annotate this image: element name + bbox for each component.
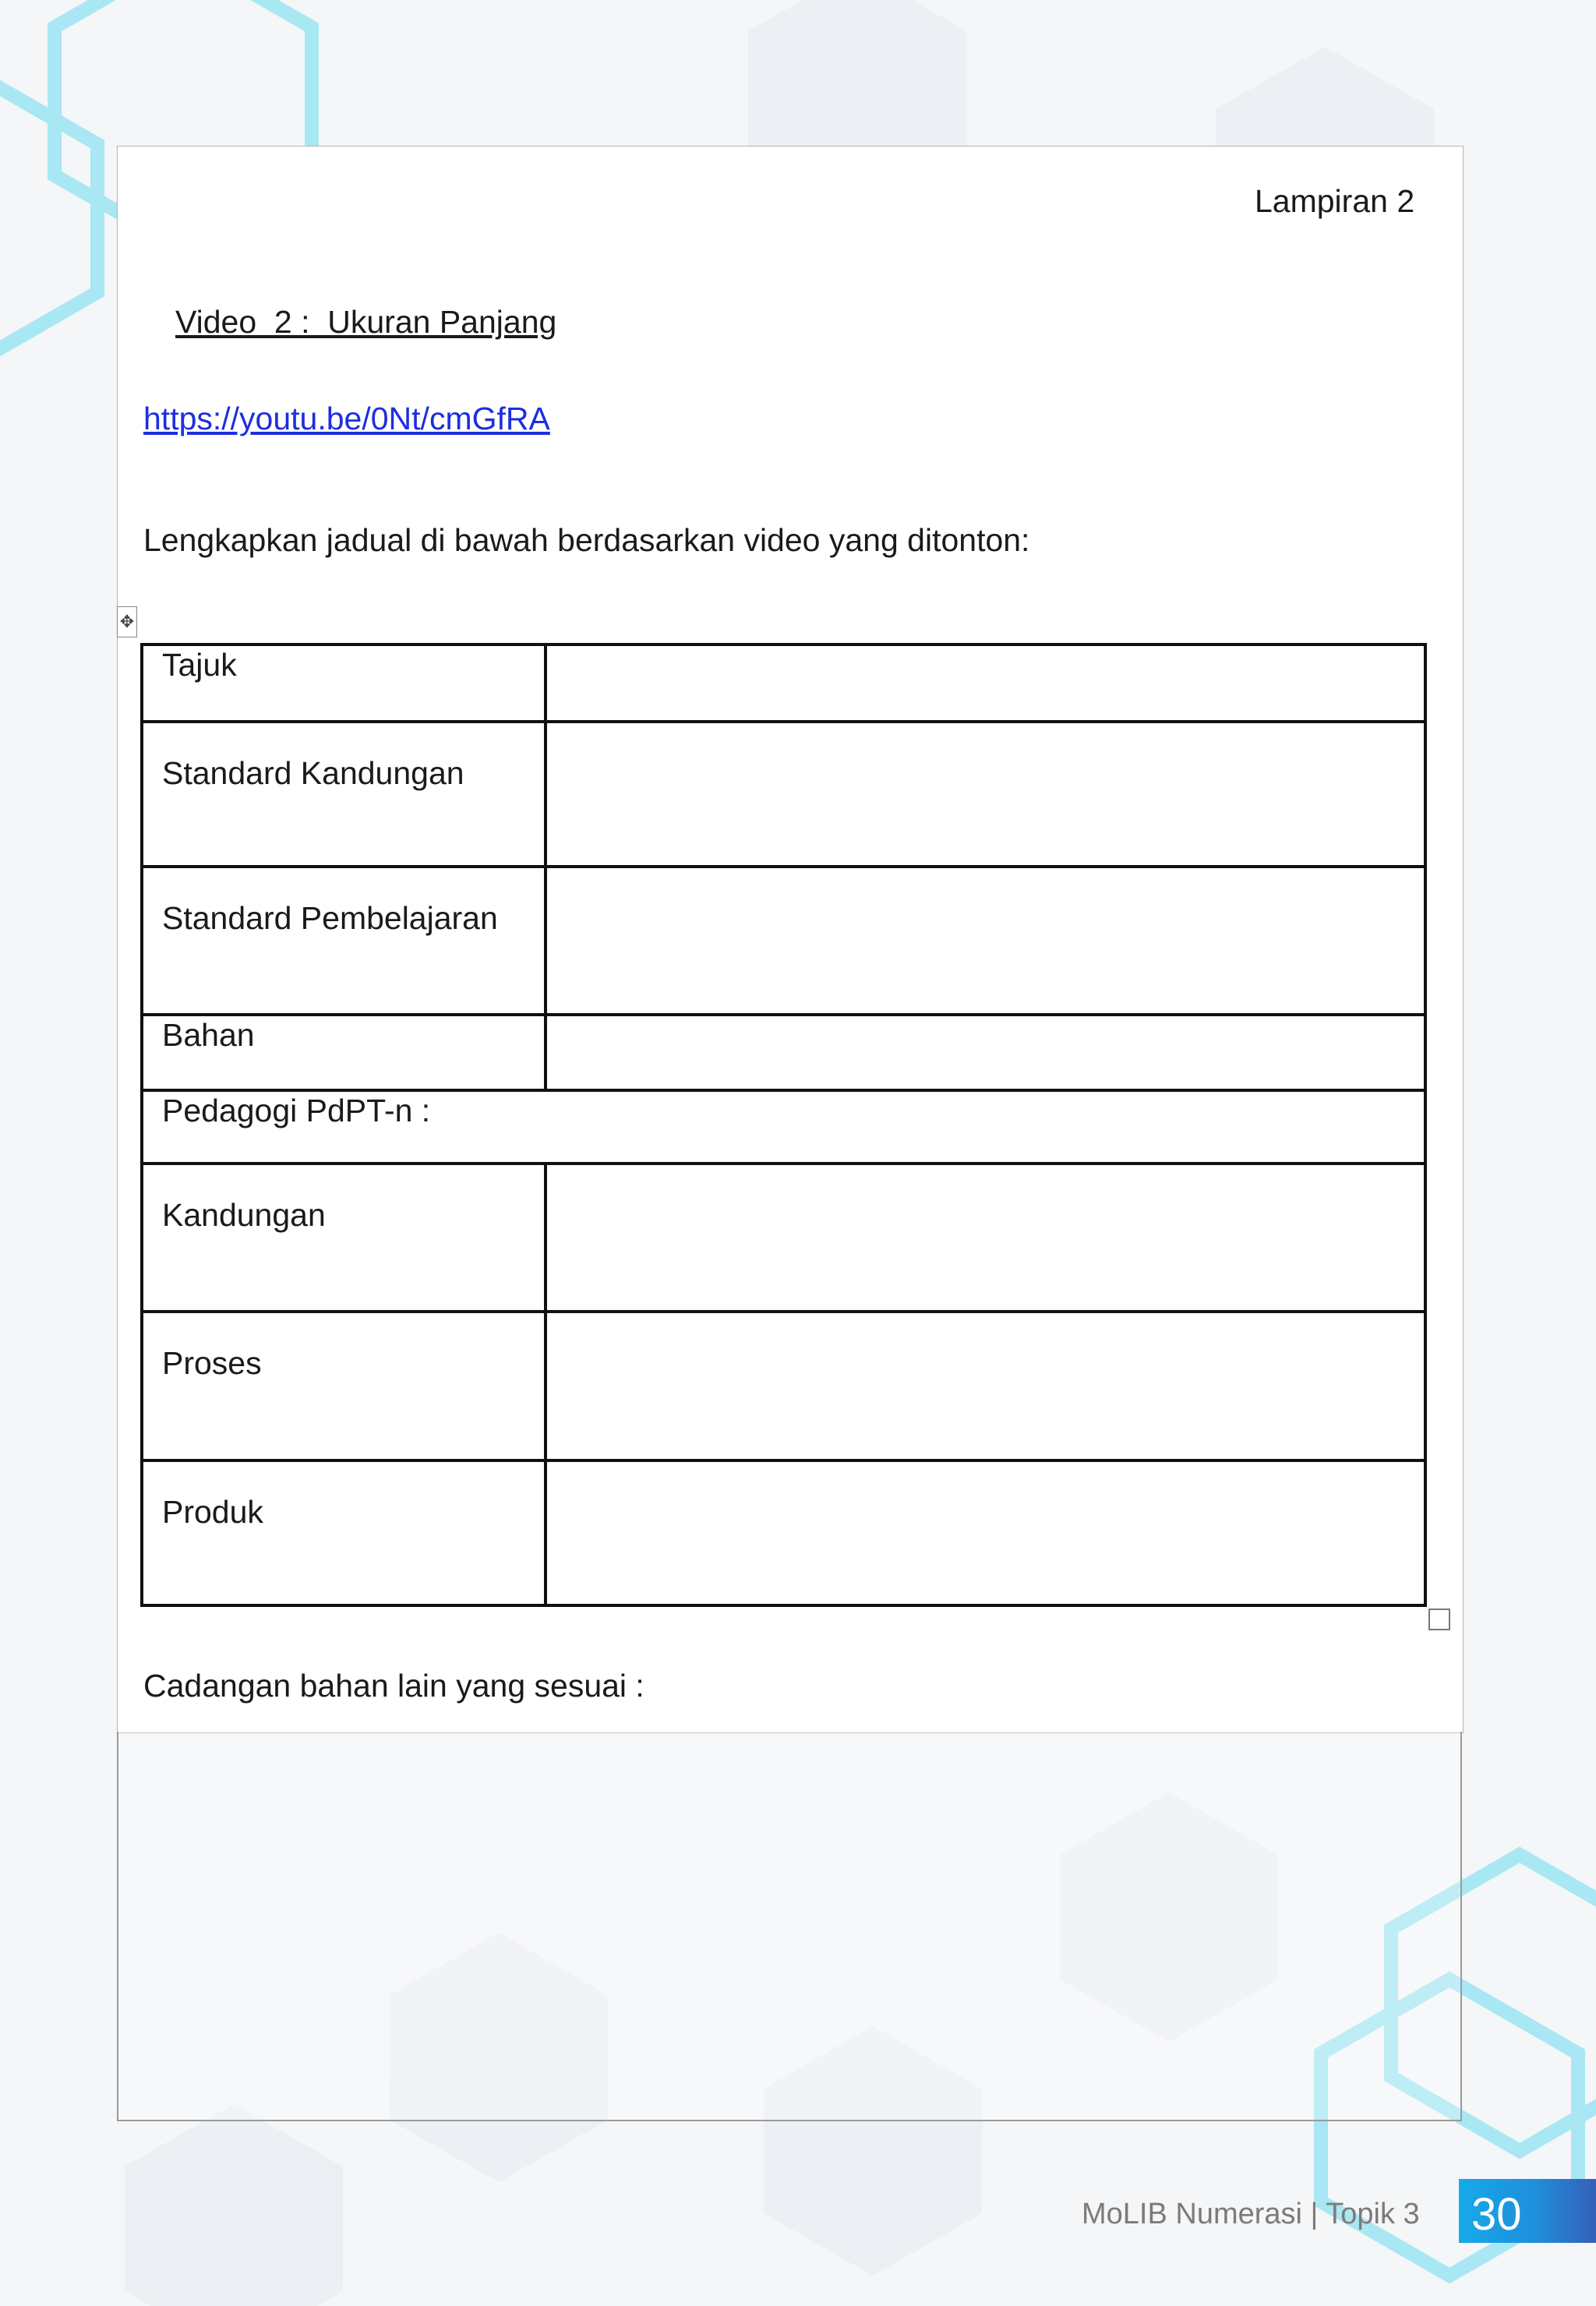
row-input-standard-pembelajaran[interactable] (546, 867, 1425, 1015)
suggestion-label: Cadangan bahan lain yang sesuai : (143, 1668, 644, 1704)
table-resize-handle-icon[interactable] (1428, 1609, 1450, 1630)
table-row (142, 867, 1425, 1015)
footer-text: MoLIB Numerasi | Topik 3 (1082, 2198, 1420, 2230)
row-label-proses: Proses (142, 1312, 546, 1460)
video-title: Video 2 : Ukuran Panjang (175, 304, 557, 340)
row-input-standard-kandungan[interactable] (546, 722, 1425, 867)
table-row (142, 1164, 1425, 1312)
video-link[interactable]: https://youtu.be/0Nt/cmGfRA (143, 401, 550, 436)
row-label-produk: Produk (142, 1460, 546, 1605)
table-row (142, 644, 1425, 722)
row-label-pedagogi: Pedagogi PdPT-n : (142, 1090, 1425, 1164)
table-row (142, 722, 1425, 867)
row-input-bahan[interactable] (546, 1015, 1425, 1090)
appendix-label: Lampiran 2 (1255, 183, 1415, 219)
row-input-produk[interactable] (546, 1460, 1425, 1605)
table-row (142, 1090, 1425, 1164)
row-label-tajuk: Tajuk (142, 644, 546, 722)
page-number: 30 (1471, 2189, 1522, 2240)
table-row (142, 1312, 1425, 1460)
page-number-badge (1459, 2179, 1596, 2243)
row-input-kandungan[interactable] (546, 1164, 1425, 1312)
row-label-standard-kandungan: Standard Kandungan (142, 722, 546, 867)
table-row (142, 1015, 1425, 1090)
document-page-lower-border (117, 1732, 1462, 2121)
row-label-standard-pembelajaran: Standard Pembelajaran (142, 867, 546, 1015)
table-row (142, 1460, 1425, 1605)
table-move-handle-icon[interactable]: ✥ (117, 606, 137, 637)
instruction-text: Lengkapkan jadual di bawah berdasarkan video yang ditonton: (143, 522, 1030, 558)
row-input-proses[interactable] (546, 1312, 1425, 1460)
row-label-bahan: Bahan (142, 1015, 546, 1090)
row-input-tajuk[interactable] (546, 644, 1425, 722)
row-label-kandungan: Kandungan (142, 1164, 546, 1312)
lesson-form-table (140, 643, 1427, 1607)
